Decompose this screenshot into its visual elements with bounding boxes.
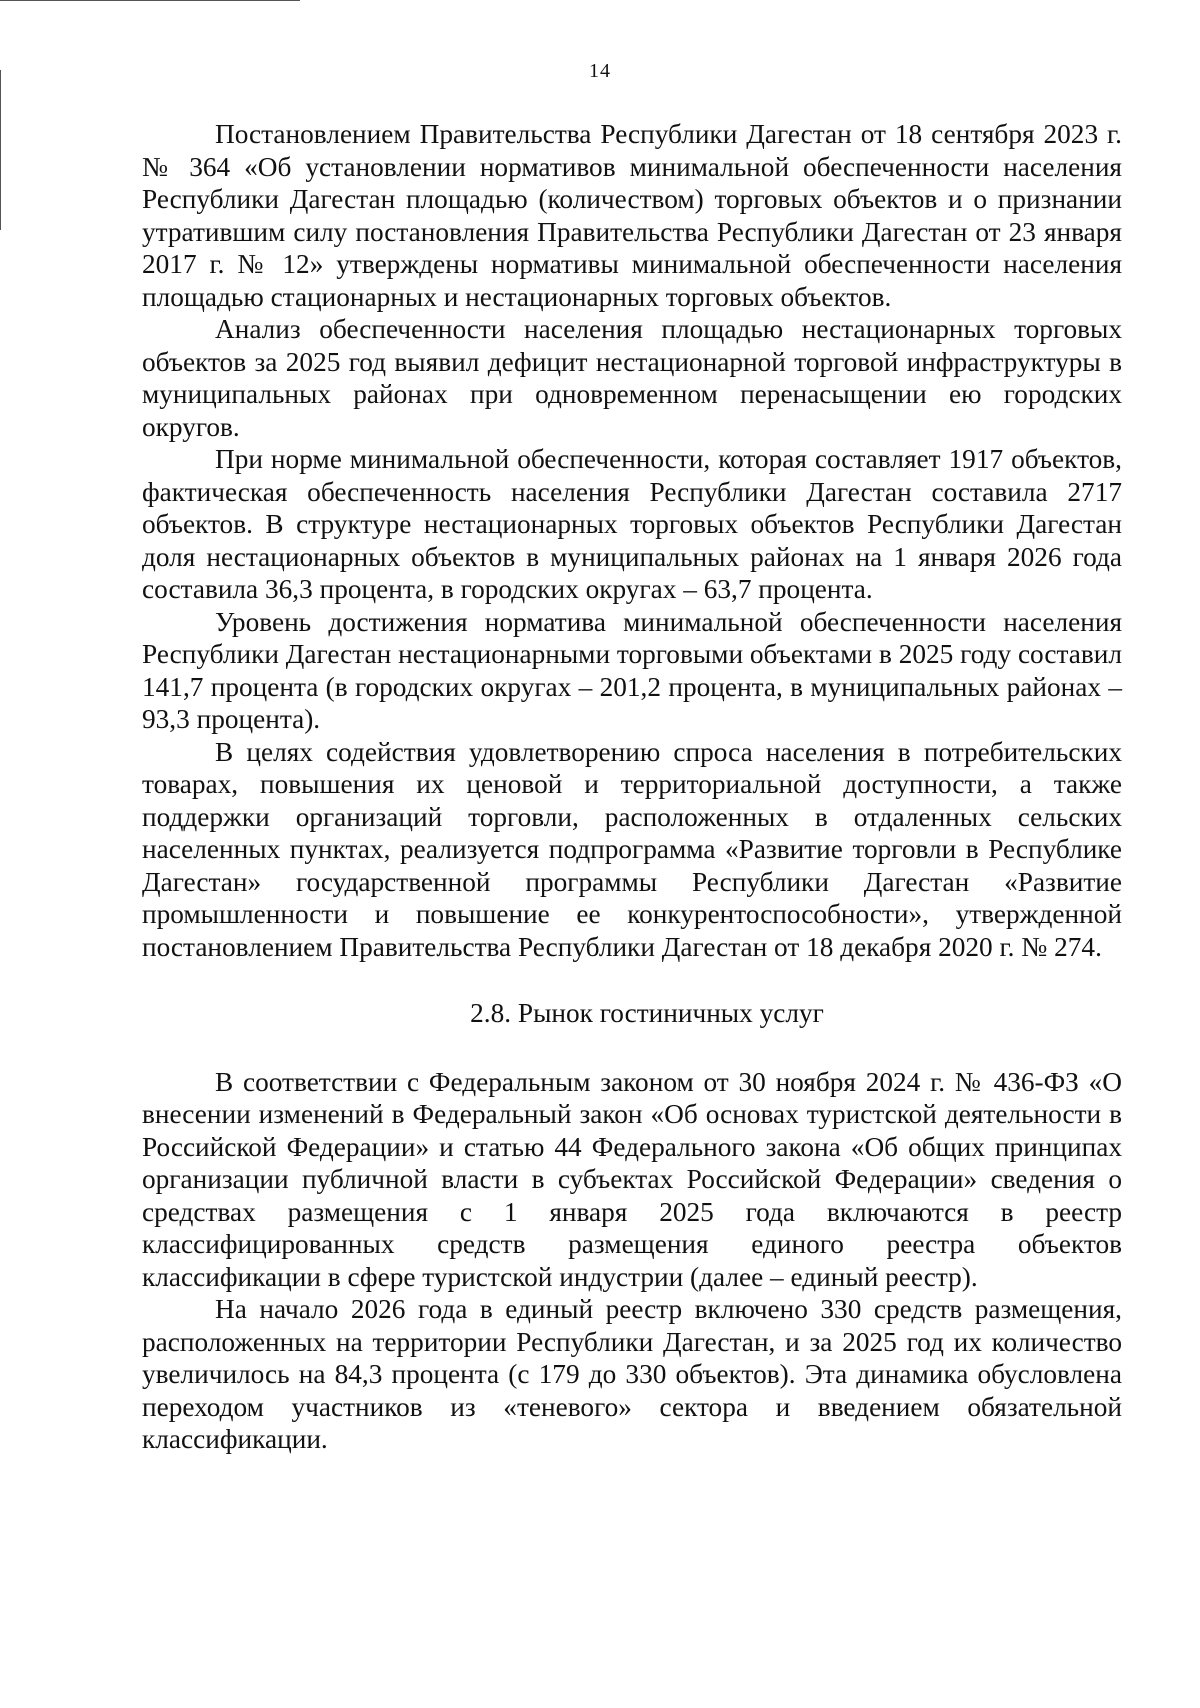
paragraph-federal-law: В соответствии с Федеральным законом от 30 ноября 2024 г. № 436-ФЗ «О внесении изменений в Федеральный закон «Об основах туристской деятельности в Российской Федерации» и статью 44 Федерального закона «Об общих принципах организации публичной власти в субъектах Российской Федерации» сведения о средствах размещения с 1 января 2025 года включаются в реестр классифицированных средств размещения единого реестра объектов классификации в сфере туристской индустрии (далее – единый реестр). xyxy=(142,1066,1122,1292)
paragraph-achievement-level: Уровень достижения норматива минимальной обеспеченности населения Республики Дагестан нестационарными торговыми объектами в 2025 году составил 141,7 процента (в городских округах – 201,2 процента, в муниципальных районах – 93,3 процента). xyxy=(142,606,1122,734)
scan-edge-mark-left xyxy=(0,70,1,230)
page-number: 14 xyxy=(589,60,611,82)
paragraph-analysis: Анализ обеспеченности населения площадью нестационарных торговых объектов за 2025 год выявил дефицит нестационарной торговой инфраструктуры в муниципальных районах при одновременном перенасыщении ею городских округов. xyxy=(142,314,1122,442)
scan-edge-mark-top xyxy=(0,0,300,1)
paragraph-resolution-364: Постановлением Правительства Республики Дагестан от 18 сентября 2023 г. № 364 «Об установлении нормативов минимальной обеспеченности населения Республики Дагестан площадью (количеством) торговых объектов и о признании утратившим силу постановления Правительства Республики Дагестан от 23 января 2017 г. № 12» утверждены нормативы минимальной обеспеченности населения площадью стационарных и нестационарных торговых объектов. xyxy=(142,119,1122,312)
paragraph-registry-count: На начало 2026 года в единый реестр включено 330 средств размещения, расположенных на территории Республики Дагестан, и за 2025 год их количество увеличилось на 84,3 процента (с 179 до 330 объектов). Эта динамика обусловлена переходом участников из «теневого» сектора и введением обязательной классификации. xyxy=(142,1294,1122,1454)
paragraph-subprogram: В целях содействия удовлетворению спроса населения в потребительских товарах, повышения их ценовой и территориальной доступности, а также поддержки организаций торговли, расположенных в отдаленных сельских населенных пунктах, реализуется подпрограмма «Развитие торговли в Республике Дагестан» государственной программы Республики Дагестан «Развитие промышленности и повышение ее конкурентоспособности», утвержденной постановлением Правительства Республики Дагестан от 18 декабря 2020 г. № 274. xyxy=(142,736,1122,962)
section-heading-hotel-market: 2.8. Рынок гостиничных услуг xyxy=(470,998,824,1028)
document-body xyxy=(142,118,1122,1456)
paragraph-norm: При норме минимальной обеспеченности, которая составляет 1917 объектов, фактическая обеспеченность населения Республики Дагестан составила 2717 объектов. В структуре нестационарных торговых объектов Республики Дагестан доля нестационарных объектов в муниципальных районах на 1 января 2026 года составила 36,3 процента, в городских округах – 63,7 процента. xyxy=(142,444,1122,604)
